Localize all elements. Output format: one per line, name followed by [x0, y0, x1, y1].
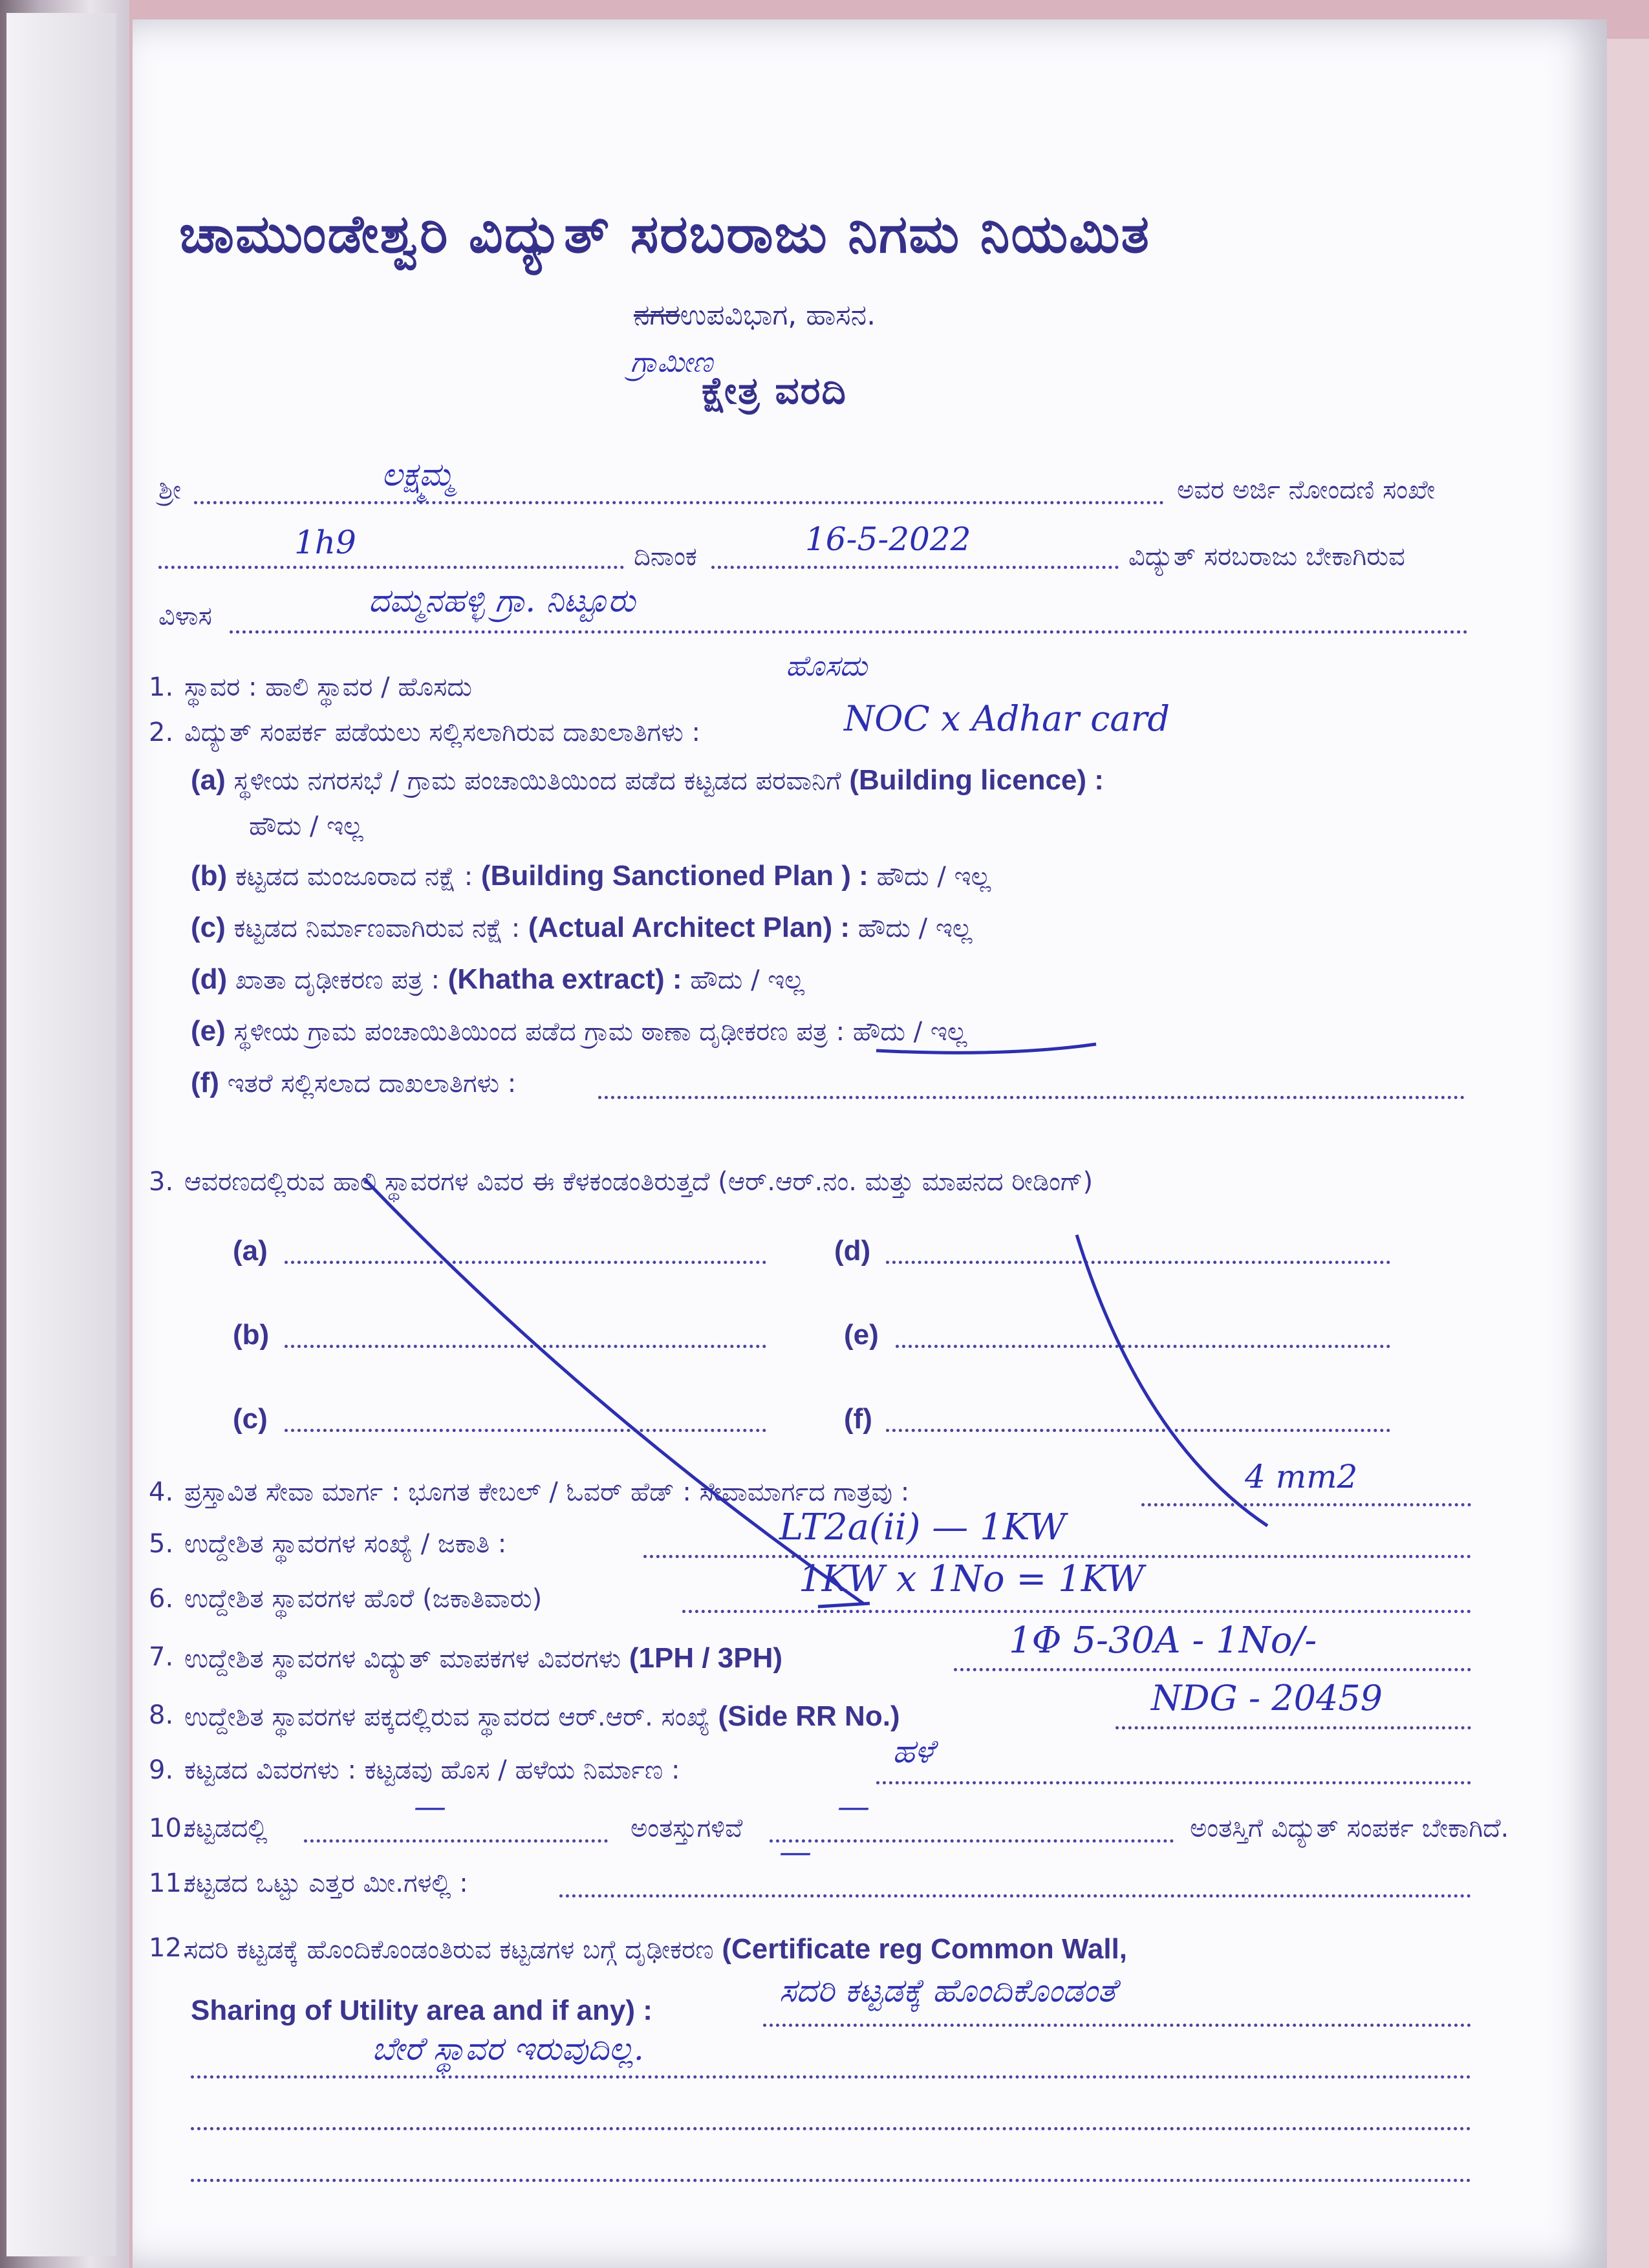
- item3-number: 3.: [149, 1167, 174, 1197]
- address-handwritten: ದಮ್ಮನಹಳ್ಳಿ ಗ್ರಾ. ನಿಟ್ಟೂರು: [369, 582, 636, 619]
- item12-number: 12.: [149, 1933, 190, 1963]
- doc-a-options: ಹೌದು / ಇಲ್ಲ: [249, 811, 363, 841]
- doc-a-kannada: ಸ್ಥಳೀಯ ನಗರಸಭೆ / ಗ್ರಾಮ ಪಂಚಾಯಿತಿಯಿಂದ ಪಡೆದ ಕಟ್ಟಡದ ಪರವಾನಿಗೆ: [233, 766, 841, 796]
- doc-c-options: ಹೌದು / ಇಲ್ಲ: [857, 914, 973, 943]
- doc-c-english: (Actual Architect Plan) :: [528, 912, 850, 943]
- report-type-handwritten: ಗ್ರಾಮೀಣ: [630, 346, 713, 379]
- doc-c-kannada: ಕಟ್ಟಡದ ನಿರ್ಮಾಣವಾಗಿರುವ ನಕ್ಷೆ :: [233, 914, 521, 943]
- item7-phase: (1PH / 3PH): [629, 1642, 783, 1674]
- doc-d-key: (d): [191, 963, 228, 995]
- item1-number: 1.: [149, 672, 174, 702]
- registration-number-handwritten: 1h9: [294, 524, 356, 561]
- doc-b-key: (b): [191, 860, 228, 892]
- item8-number: 8.: [149, 1700, 174, 1730]
- item4-cable-size-handwritten: 4 mm2: [1245, 1458, 1358, 1495]
- item12-handwritten-2: ಬೇರೆ ಸ್ಥಾವರ ಇರುವುದಿಲ್ಲ.: [372, 2030, 644, 2068]
- item5-number: 5.: [149, 1529, 174, 1559]
- supply-required-label: ವಿದ್ಯುತ್ ಸರಬರಾಜು ಬೇಕಾಗಿರುವ: [1128, 542, 1405, 572]
- left-page-edge: [6, 13, 116, 2256]
- item6-load-handwritten: 1KW x 1No = 1KW: [799, 1558, 1145, 1600]
- item3-text: ಆವರಣದಲ್ಲಿರುವ ಹಾಲಿ ಸ್ಥಾವರಗಳ ವಿವರ ಈ ಕೆಳಕಂಡಂತಿರುತ್ತದೆ (ಆರ್.ಆರ್.ನಂ. ಮತ್ತು ಮಾಪನದ ರೀಡಿಂಗ್): [184, 1167, 1094, 1197]
- item5-tariff-handwritten: LT2a(ii) — 1KW: [779, 1506, 1066, 1548]
- item1-text: ಸ್ಥಾವರ : ಹಾಲಿ ಸ್ಥಾವರ / ಹೊಸದು: [184, 672, 472, 702]
- date-label: ದಿನಾಂಕ: [634, 542, 697, 572]
- item2-documents-handwritten: NOC x Adhar card: [844, 698, 1170, 739]
- item10-text-a: ಕಟ್ಟಡದಲ್ಲಿ: [184, 1813, 268, 1843]
- doc-e-options: ಹೌದು / ಇಲ್ಲ: [852, 1017, 967, 1047]
- diagonal-strike-right: [1077, 1235, 1267, 1526]
- doc-d-english: (Khatha extract) :: [447, 963, 682, 995]
- item3-slot-e: (e): [844, 1319, 879, 1351]
- item2-text: ವಿದ್ಯುತ್ ಸಂಪರ್ಕ ಪಡೆಯಲು ಸಲ್ಲಿಸಲಾಗಿರುವ ದಾಖಲಾತಿಗಳು :: [184, 718, 700, 747]
- date-handwritten: 16-5-2022: [805, 520, 971, 558]
- doc-f-key: (f): [191, 1067, 219, 1098]
- item3-slot-a: (a): [233, 1235, 268, 1267]
- company-title: ಚಾಮುಂಡೇಶ್ವರಿ ವಿದ್ಯುತ್ ಸರಬರಾಜು ನಿಗಮ ನಿಯಮಿತ: [179, 204, 1150, 265]
- item4-text: ಪ್ರಸ್ತಾವಿತ ಸೇವಾ ಮಾರ್ಗ : ಭೂಗತ ಕೇಬಲ್ / ಓವರ್ ಹೆಡ್ : ಸೇವಾಮಾರ್ಗದ ಗಾತ್ರವು :: [184, 1477, 910, 1507]
- item11-text: ಕಟ್ಟಡದ ಒಟ್ಟು ಎತ್ತರ ಮೀ.ಗಳಲ್ಲಿ :: [184, 1868, 468, 1898]
- item7-text: ಉದ್ದೇಶಿತ ಸ್ಥಾವರಗಳ ವಿದ್ಯುತ್ ಮಾಪಕಗಳ ವಿವರಗಳು: [184, 1644, 621, 1674]
- item11-number: 11.: [149, 1868, 190, 1898]
- doc-d-kannada: ಖಾತಾ ದೃಢೀಕರಣ ಪತ್ರ :: [235, 965, 440, 995]
- item8-side-rr-handwritten: NDG - 20459: [1151, 1678, 1383, 1718]
- item10-text-c: ಅಂತಸ್ತಿಗೆ ವಿದ್ಯುತ್ ಸಂಪರ್ಕ ಬೇಕಾಗಿದೆ.: [1190, 1813, 1509, 1843]
- subdivision-text: ಉಪವಿಭಾಗ, ಹಾಸನ.: [680, 299, 876, 332]
- applicant-name-handwritten: ಲಕ್ಷ್ಮಮ್ಮ: [382, 456, 455, 493]
- item8-side-rr: (Side RR No.): [718, 1700, 900, 1732]
- doc-f-kannada: ಇತರೆ ಸಲ್ಲಿಸಲಾದ ದಾಖಲಾತಿಗಳು :: [227, 1069, 517, 1098]
- item7-meter-handwritten: 1Φ 5-30A - 1No/-: [1009, 1620, 1317, 1662]
- doc-f-pen-line: [876, 1044, 1096, 1053]
- subdivision-struck-word: ನಗರ: [634, 299, 680, 332]
- item12-english-2: Sharing of Utility area and if any) :: [191, 1995, 652, 2026]
- diagonal-strike-left: [365, 1180, 863, 1603]
- item6-underline: [818, 1603, 870, 1607]
- item3-slot-d: (d): [834, 1235, 871, 1267]
- doc-e-kannada: ಸ್ಥಳೀಯ ಗ್ರಾಮ ಪಂಚಾಯಿತಿಯಿಂದ ಪಡೆದ ಗ್ರಾಮ ಠಾಣಾ ದೃಢೀಕರಣ ಪತ್ರ :: [233, 1017, 845, 1047]
- doc-c-key: (c): [191, 912, 226, 943]
- item10-floor-handwritten: —: [837, 1788, 870, 1825]
- item9-number: 9.: [149, 1755, 174, 1785]
- item4-number: 4.: [149, 1477, 174, 1507]
- doc-b-options: ಹೌದು / ಇಲ್ಲ: [876, 862, 991, 892]
- doc-e-key: (e): [191, 1015, 226, 1047]
- item8-text: ಉದ್ದೇಶಿತ ಸ್ಥಾವರಗಳ ಪಕ್ಕದಲ್ಲಿರುವ ಸ್ಥಾವರದ ಆರ್.ಆರ್. ಸಂಖ್ಯೆ: [184, 1702, 710, 1732]
- item11-height-handwritten: —: [779, 1833, 812, 1870]
- item5-text: ಉದ್ದೇಶಿತ ಸ್ಥಾವರಗಳ ಸಂಖ್ಯೆ / ಜಕಾತಿ :: [184, 1529, 507, 1559]
- item6-text: ಉದ್ದೇಶಿತ ಸ್ಥಾವರಗಳ ಹೊರೆ (ಜಕಾತಿವಾರು): [184, 1584, 543, 1614]
- name-prefix: ಶ್ರೀ: [158, 475, 182, 505]
- item12-english-1: (Certificate reg Common Wall,: [722, 1933, 1128, 1965]
- doc-d-options: ಹೌದು / ಇಲ್ಲ: [690, 965, 804, 995]
- item3-slot-c: (c): [233, 1403, 268, 1435]
- item7-number: 7.: [149, 1642, 174, 1672]
- item2-number: 2.: [149, 718, 174, 747]
- pen-strikes: [133, 19, 1607, 2268]
- doc-b-english: (Building Sanctioned Plan ) :: [480, 860, 868, 892]
- registration-label: ಅವರ ಅರ್ಜಿ ನೋಂದಣಿ ಸಂಖೇ: [1177, 475, 1436, 505]
- report-title: ಕ್ಷೇತ್ರ ವರದಿ: [702, 369, 847, 412]
- right-page-edge: [1607, 39, 1649, 2268]
- address-label: ವಿಳಾಸ: [158, 601, 212, 631]
- doc-a-key: (a): [191, 764, 226, 796]
- field-report-page: [133, 19, 1607, 2268]
- item12-handwritten-1: ಸದರಿ ಕಟ್ಟಡಕ್ಕೆ ಹೊಂದಿಕೊಂಡಂತೆ: [779, 1972, 1116, 2009]
- item12-text: ಸದರಿ ಕಟ್ಟಡಕ್ಕೆ ಹೊಂದಿಕೊಂಡಂತಿರುವ ಕಟ್ಟಡಗಳ ಬಗ್ಗೆ ದೃಢೀಕರಣ: [184, 1935, 714, 1965]
- address-handwritten-line2: ಹೊಸದು: [786, 650, 868, 683]
- item10-number: 10.: [149, 1813, 190, 1843]
- item3-slot-b: (b): [233, 1319, 270, 1351]
- item9-text: ಕಟ್ಟಡದ ವಿವರಗಳು : ಕಟ್ಟಡವು ಹೊಸ / ಹಳೆಯ ನಿರ್ಮಾಣ :: [184, 1755, 680, 1785]
- item6-number: 6.: [149, 1584, 174, 1614]
- item10-floors-handwritten: —: [414, 1788, 446, 1825]
- item9-building-handwritten: ಹಳೆ: [892, 1733, 934, 1770]
- doc-b-kannada: ಕಟ್ಟಡದ ಮಂಜೂರಾದ ನಕ್ಷೆ :: [235, 862, 473, 892]
- doc-a-english: (Building licence) :: [849, 764, 1104, 796]
- item10-text-b: ಅಂತಸ್ತುಗಳಿವೆ: [630, 1813, 743, 1843]
- item3-slot-f: (f): [844, 1403, 872, 1435]
